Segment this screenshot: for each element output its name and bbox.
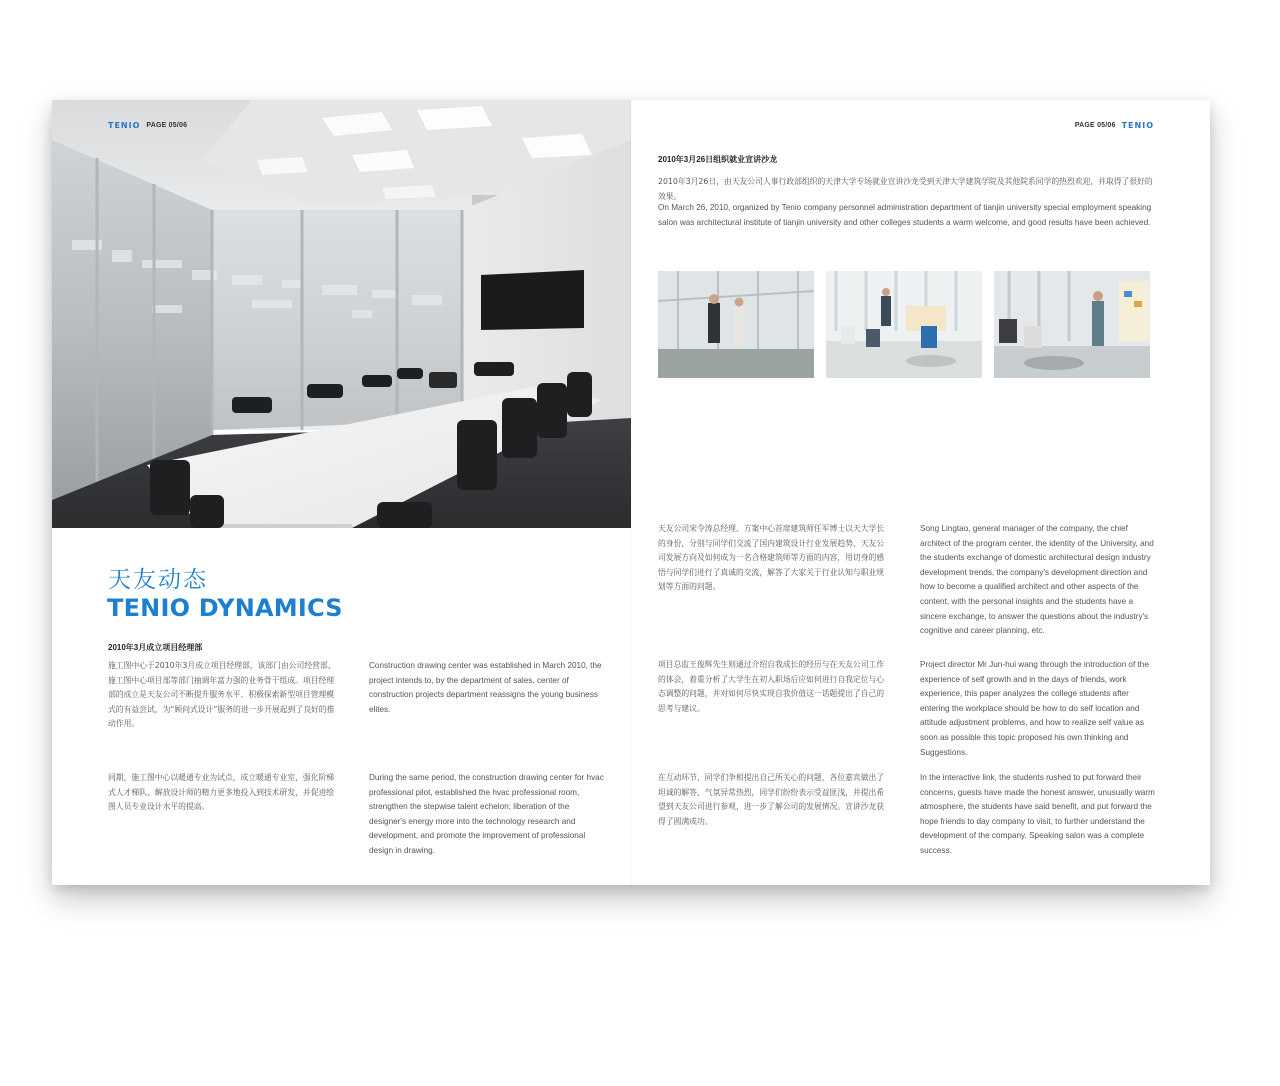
event-intro-en: On March 26, 2010, organized by Tenio company personnel administration department of tianjin university special employment speaking salon was architectural institute of tianjin university and other colleges students a warm welcome, and good results have been achieved.: [658, 203, 1152, 227]
section-heading: 2010年3月成立项目经理部: [108, 643, 203, 652]
tenio-logo: TENIO: [108, 121, 141, 130]
left-paragraph-1-en: Construction drawing center was established in March 2010, the project intends to, by the department of sales, center of construction projects department reassigns the young business elites.: [369, 661, 602, 714]
brochure-spread: [52, 100, 1210, 885]
left-paragraph-2-cn: 同期，施工图中心以暖通专业为试点，成立暖通专业室，强化阶梯式人才梯队、解放设计师的精力更多地投入到技术研发，并促进绘图人员专业设计水平的提高。: [108, 773, 335, 812]
right-paragraph-2-cn: 项目总监王俊辉先生则通过介绍自我成长的经历与在天友公司工作的体会，着重分析了大学生在初入职场后应如何进行自我定位与心态调整的问题，并对如何尽快实现自我价值这一话题提出了自己的思考与建议。: [658, 660, 885, 713]
event-title: 2010年3月26日组织就业宣讲沙龙: [658, 155, 778, 164]
section-title-cn: 天友动态: [108, 567, 208, 593]
left-header: [108, 121, 187, 130]
left-paragraph-1-cn: 施工图中心于2010年3月成立项目经理部，该部门由公司经营部、施工图中心项目部等部门抽调年富力强的业务骨干组成。项目经理部的成立是天友公司不断提升服务水平、积极探索新型项目管理模式的有益尝试，为“顾问式设计”服务的进一步开展起到了良好的推动作用。: [108, 661, 336, 729]
left-paragraph-2-en: During the same period, the construction drawing center for hvac professional pilot, established the hvac professional room, strengthen the stepwise talent echelon; liberation of the designer's energy more into the technology research and development, and promote the improvement of professional design in drawing.: [369, 773, 604, 855]
presenter-photo: [994, 271, 1150, 378]
right-paragraph-1-en: Song Lingtao, general manager of the company, the chief architect of the program center, the identity of the University, and the students exchange of domestic architectural design industry development trends, the company's development direction and how to become a qualified architect and other aspects of the content, with the personal insights and the students have a sincere exchange, to answer the questions about the industry's cognitive and career planning, etc.: [920, 524, 1154, 636]
tenio-logo: TENIO: [1121, 121, 1154, 130]
section-title-en: TENIO DYNAMICS: [107, 594, 343, 622]
right-paragraph-3-en: In the interactive link, the students rushed to put forward their concerns, guests have made the honest answer, unusually warm atmosphere, the students have said benefit, and put forward the hope friends to day company to visit, to further understand the development of the company. Speaking salon was a complete success.: [920, 773, 1155, 855]
left-page: [52, 100, 631, 885]
right-paragraph-3-cn: 在互动环节，同学们争相提出自己所关心的问题，各位嘉宾做出了坦诚的解答，气氛异常热烈，同学们纷纷表示受益匪浅，并提出希望到天友公司进行参观，进一步了解公司的发展情况。宣讲沙龙获得了圆满成功。: [658, 773, 885, 826]
right-paragraph-2-en: Project director Mr Jun-hui wang through the introduction of the experience of self growth and in the days of friends, work experience, this paper analyzes the college students after entering the workplace should be how to do self location and attitude adjustment problems, and how to realize self value as soon as possible this topic proposed his own thinking and Suggestions.: [920, 660, 1149, 757]
left-page-number: PAGE 05/06: [146, 122, 188, 129]
right-page-number: PAGE 05/06: [1074, 122, 1116, 129]
event-intro-cn: 2010年3月26日，由天友公司人事行政部组织的天津大学专场就业宣讲沙龙受到天津大学建筑学院及其他院系同学的热烈欢迎，并取得了很好的效果。: [658, 177, 1153, 201]
meeting-room-photo: [52, 100, 631, 528]
right-header: [1075, 121, 1154, 130]
seminar-photo: [826, 271, 982, 378]
walking-people-photo: [658, 271, 814, 378]
right-paragraph-1-cn: 天友公司宋令涛总经理、方案中心首席建筑师任军博士以天大学长的身份，分别与同学们交流了国内建筑设计行业发展趋势、天友公司发展方向及如何成为一名合格建筑师等方面的内容，用切身的感悟与同学们进行了真诚的交流，解答了大家关于行业认知与职业规划等方面的问题。: [658, 524, 885, 592]
right-page: [631, 100, 1210, 885]
